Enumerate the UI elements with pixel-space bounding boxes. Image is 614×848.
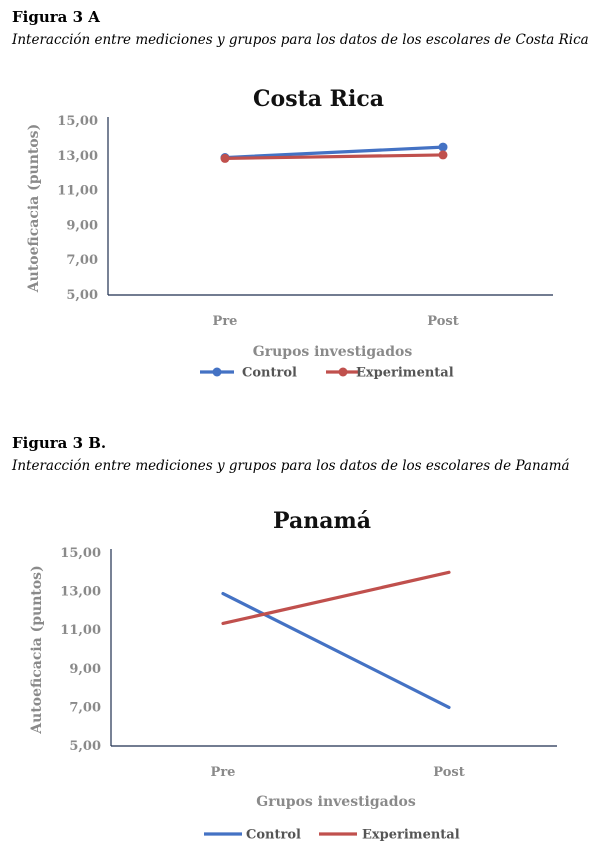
y-tick-label: 13,00 — [57, 148, 98, 164]
data-point-experimental — [439, 150, 448, 159]
legend-label: Experimental — [356, 365, 454, 381]
y-tick-label: 9,00 — [66, 218, 98, 234]
x-tick-label: Post — [427, 314, 459, 329]
x-tick-label: Pre — [210, 765, 236, 780]
figure-b-caption: Interacción entre mediciones y grupos para los datos de los escolares de Panamá — [12, 458, 570, 474]
legend-label: Control — [246, 827, 301, 843]
y-tick-label: 9,00 — [69, 661, 101, 677]
y-tick-label: 11,00 — [57, 183, 98, 199]
legend-marker-control — [213, 368, 222, 377]
y-tick-label: 15,00 — [60, 546, 101, 561]
series-line-control — [223, 594, 449, 708]
x-axis-label: Grupos investigados — [252, 344, 413, 360]
figure-a-heading: Figura 3 A — [12, 8, 100, 26]
legend-label: Experimental — [362, 827, 460, 843]
y-tick-label: 15,00 — [57, 114, 98, 129]
y-tick-label: 5,00 — [66, 288, 98, 303]
chart-title: Panamá — [273, 508, 371, 534]
y-axis-label: Autoeficacia (puntos) — [29, 565, 45, 734]
y-axis-label: Autoeficacia (puntos) — [26, 123, 42, 293]
data-point-control — [439, 143, 448, 152]
chart-title: Costa Rica — [253, 86, 384, 112]
x-tick-label: Post — [433, 765, 465, 780]
y-tick-label: 5,00 — [69, 739, 101, 754]
chart-panama — [0, 498, 614, 848]
y-tick-label: 11,00 — [60, 623, 101, 639]
legend-label: Control — [242, 365, 297, 381]
data-point-experimental — [221, 154, 230, 163]
series-line-experimental — [223, 572, 449, 623]
y-tick-label: 13,00 — [60, 584, 101, 600]
figure-a-caption: Interacción entre mediciones y grupos para los datos de los escolares de Costa Rica — [12, 32, 589, 48]
chart-costa-rica — [0, 70, 614, 400]
y-tick-label: 7,00 — [66, 253, 98, 269]
x-tick-label: Pre — [212, 314, 238, 329]
legend-marker-experimental — [339, 368, 348, 377]
figure-b-heading: Figura 3 B. — [12, 434, 107, 452]
y-tick-label: 7,00 — [69, 700, 101, 716]
x-axis-label: Grupos investigados — [256, 794, 416, 810]
